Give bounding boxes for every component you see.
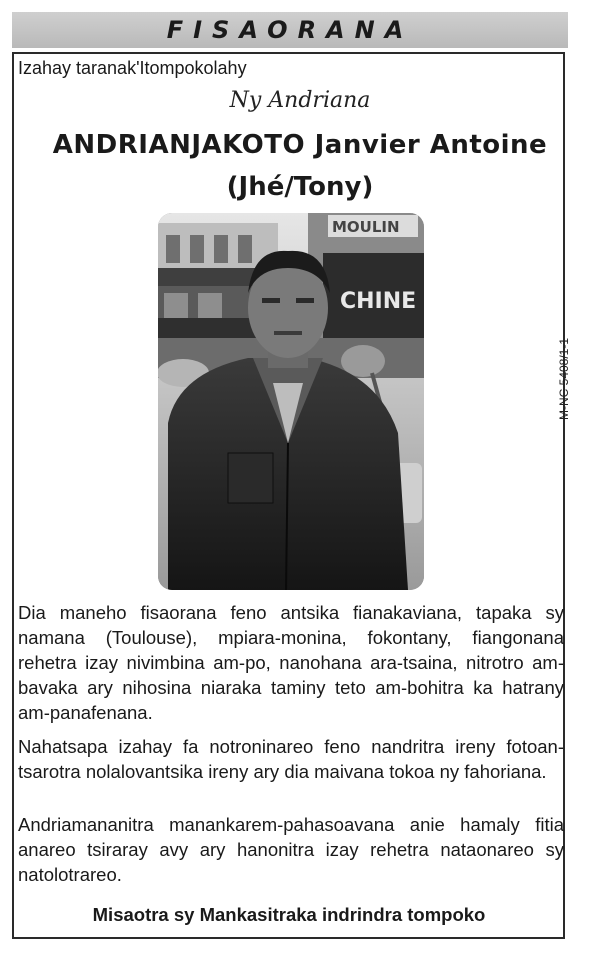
thanks-paragraph-2: Nahatsapa izahay fa notroninareo feno nandritra ireny fotoan-tsarotra nolalovantsika ireny ary dia maivana tokoa ny fahoriana. [18,736,564,782]
thanks-paragraph-1: Dia maneho fisaorana feno antsika fianakaviana, tapaka sy namana (Toulouse), mpiara-monina, fokontany, fiangonana rehetra izay nivimbina am-po, nanohana ara-tsaina, nitrotro am-bavaka ary nihosina niaraka taminy teto am-bohitra ka hatrany am-panafenana. [18,602,564,723]
page-title: FISAORANA [166,16,414,44]
deceased-nickname: (Jhé/Tony) [226,172,374,202]
deceased-name: ANDRIANJAKOTO Janvier Antoine [52,130,548,160]
shop-sign-top: MOULIN [332,218,400,236]
closing-line: Misaotra sy Mankasitraka indrindra tompoko [92,904,486,925]
reference-code: M-NC 5408/1-1 [557,337,571,420]
intro-line: Izahay taranak'Itompokolahy [18,58,247,78]
thanks-paragraph-3: Andriamananitra manankarem-pahasoavana anie hamaly fitia anareo tsiraray avy ary hanonitra izay rehetra nataonareo sy natolotrareo. [18,814,564,885]
portrait-photo [158,213,424,590]
header-bar [12,12,568,48]
storefront-sign: CHINE [340,289,417,314]
honorific-title: Ny Andriana [229,88,371,113]
